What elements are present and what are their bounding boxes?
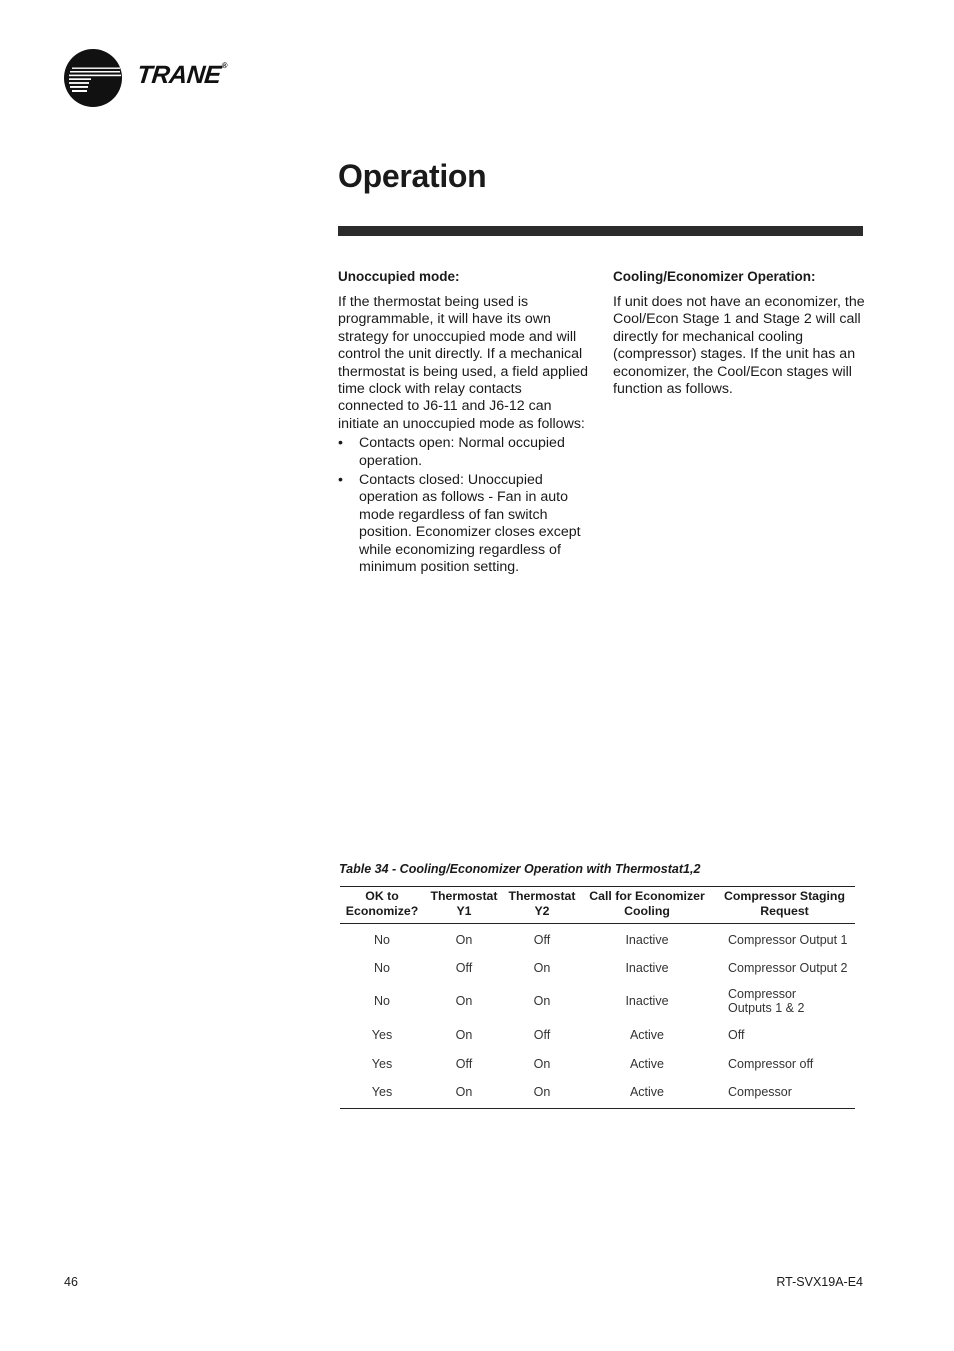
- title-rule: [338, 226, 863, 236]
- table-cell: On: [533, 1057, 551, 1072]
- header-thermostat-y2: Thermostat Y2: [508, 889, 576, 918]
- table-cell: No: [374, 933, 390, 948]
- table-cell: Active: [629, 1027, 665, 1042]
- bullet-icon: •: [338, 435, 343, 452]
- table-row: [340, 953, 855, 982]
- table-cell: Active: [629, 1084, 665, 1099]
- cooling-economizer-table: [340, 886, 855, 1109]
- table-cell: Compressor Output 2: [728, 960, 848, 975]
- table-cell: Inactive: [625, 960, 669, 975]
- list-item: • Contacts closed: Unoccupied operation as follows - Fan in auto mode regardless of fan switch position. Economizer closes except while economizing regardless of minimum position setting.: [338, 472, 581, 576]
- cooling-section: [613, 268, 865, 398]
- header-call-for-economizer-cooling: Call for Economizer Cooling: [589, 889, 705, 918]
- table-row: [340, 1079, 855, 1108]
- cooling-heading: Cooling/Economizer Operation:: [613, 269, 816, 284]
- table-cell: On: [533, 1084, 551, 1099]
- table-cell: Off: [533, 933, 551, 948]
- table-cell: On: [455, 1084, 473, 1099]
- table-cell: Off: [533, 1027, 551, 1042]
- table-cell: Off: [728, 1027, 745, 1042]
- table-cell: Compressor Output 1: [728, 933, 848, 948]
- table-row: [340, 924, 855, 953]
- table-row: [340, 1050, 855, 1079]
- table-cell: Compressor Outputs 1 & 2: [728, 987, 805, 1016]
- table-row: [340, 1020, 855, 1049]
- trane-circle-logo-icon: [64, 49, 122, 107]
- table-cell: On: [455, 994, 473, 1009]
- page-title: Operation: [338, 158, 487, 194]
- table-cell: Inactive: [625, 933, 669, 948]
- table-cell: Active: [629, 1057, 665, 1072]
- table-cell: Compressor off: [728, 1057, 814, 1072]
- table-cell: On: [533, 960, 551, 975]
- table-cell: Inactive: [625, 994, 669, 1009]
- table-cell: On: [455, 1027, 473, 1042]
- page-number: 46: [64, 1275, 78, 1289]
- trane-logo: [64, 49, 254, 109]
- header-ok-to-economize: OK to Economize?: [345, 889, 419, 918]
- table-cell: Yes: [371, 1057, 393, 1072]
- list-item: • Contacts open: Normal occupied operation.: [338, 435, 565, 469]
- header-compressor-staging-request: Compressor Staging Request: [724, 889, 845, 918]
- document-code: RT-SVX19A-E4: [776, 1275, 863, 1289]
- unoccupied-section: [338, 268, 588, 579]
- unoccupied-paragraph: If the thermostat being used is programmable, it will have its own strategy for unoccupied mode and will control the unit directly. If a mechanical thermostat is being used, a field applied time clock with relay contacts connected to J6-11 and J6-12 can initiate an unoccupied mode as follows:: [338, 294, 589, 432]
- cooling-paragraph: If unit does not have an economizer, the Cool/Econ Stage 1 and Stage 2 will call directly for mechanical cooling (compressor) stages. If the unit has an economizer, the Cool/Econ stages will function as follows.: [613, 294, 865, 398]
- table-caption: Table 34 - Cooling/Economizer Operation with Thermostat1,2: [339, 862, 701, 876]
- header-thermostat-y1: Thermostat Y1: [430, 889, 498, 918]
- table-cell: On: [455, 933, 473, 948]
- table-cell: No: [374, 994, 390, 1009]
- table-cell: No: [374, 960, 390, 975]
- table-cell: Off: [455, 960, 473, 975]
- brand-wordmark: TRANE®: [135, 61, 228, 89]
- unoccupied-heading: Unoccupied mode:: [338, 269, 460, 284]
- table-cell: Yes: [371, 1084, 393, 1099]
- table-cell: Yes: [371, 1027, 393, 1042]
- unoccupied-bullet-list: [338, 435, 588, 576]
- table-row: [340, 982, 855, 1020]
- table-cell: Off: [455, 1057, 473, 1072]
- table-header-row: [340, 887, 855, 924]
- bullet-icon: •: [338, 472, 343, 489]
- table-cell: Compessor: [728, 1084, 792, 1099]
- table-cell: On: [533, 994, 551, 1009]
